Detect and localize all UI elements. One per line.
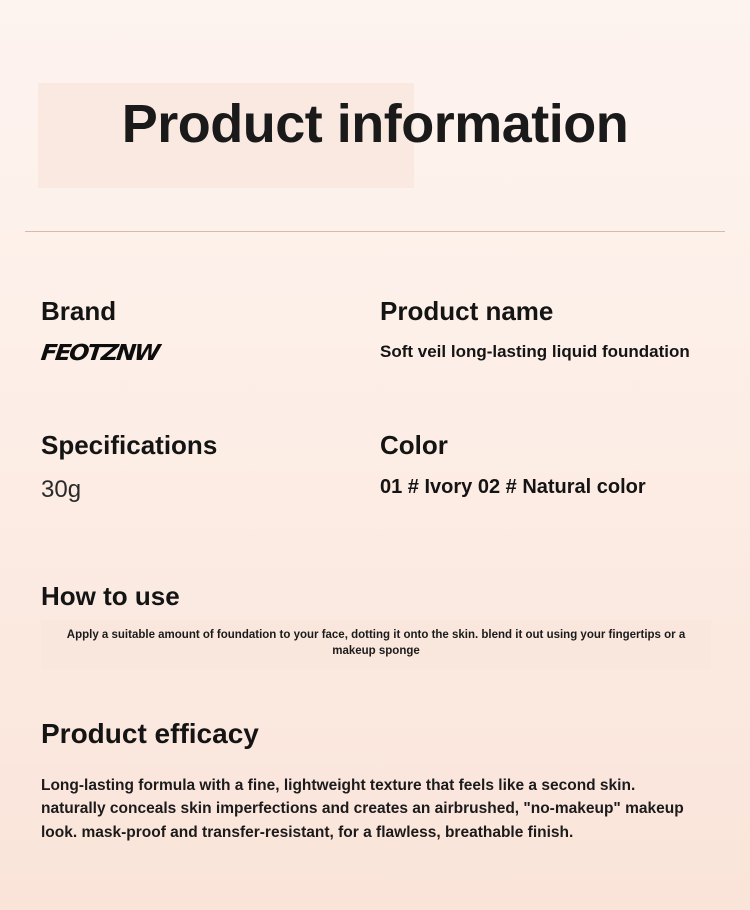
specifications-value: 30g — [41, 476, 82, 504]
color-label: Color — [380, 430, 448, 460]
how-to-use-label: How to use — [41, 581, 180, 611]
color-field — [380, 430, 730, 500]
brand-label: Brand — [41, 296, 117, 326]
brand-wordmark: FEOTZNW — [39, 341, 160, 367]
page-title-container — [0, 95, 750, 154]
brand-field — [41, 296, 371, 366]
how-to-use-text: Apply a suitable amount of foundation to your face, dotting it onto the skin. blend it out using your fingertips or a makeup sponge — [66, 629, 686, 657]
page-title: Product information — [121, 94, 629, 154]
header-divider — [25, 231, 725, 232]
specifications-label: Specifications — [41, 430, 218, 460]
product-efficacy-text: Long-lasting formula with a fine, lightweight texture that feels like a second skin. naturally conceals skin imperfections and creates an airbrushed, "no-makeup" makeup look. mask-proof and transfer-resistant, for a flawless, breathable finish. — [41, 777, 684, 841]
specifications-field — [41, 430, 371, 505]
product-name-field — [380, 296, 730, 362]
product-efficacy-label: Product efficacy — [41, 718, 259, 749]
product-name-label: Product name — [380, 296, 554, 326]
how-to-use-box — [41, 620, 711, 669]
color-value: 01 # Ivory 02 # Natural color — [380, 476, 646, 499]
product-name-value: Soft veil long-lasting liquid foundation — [380, 342, 690, 362]
